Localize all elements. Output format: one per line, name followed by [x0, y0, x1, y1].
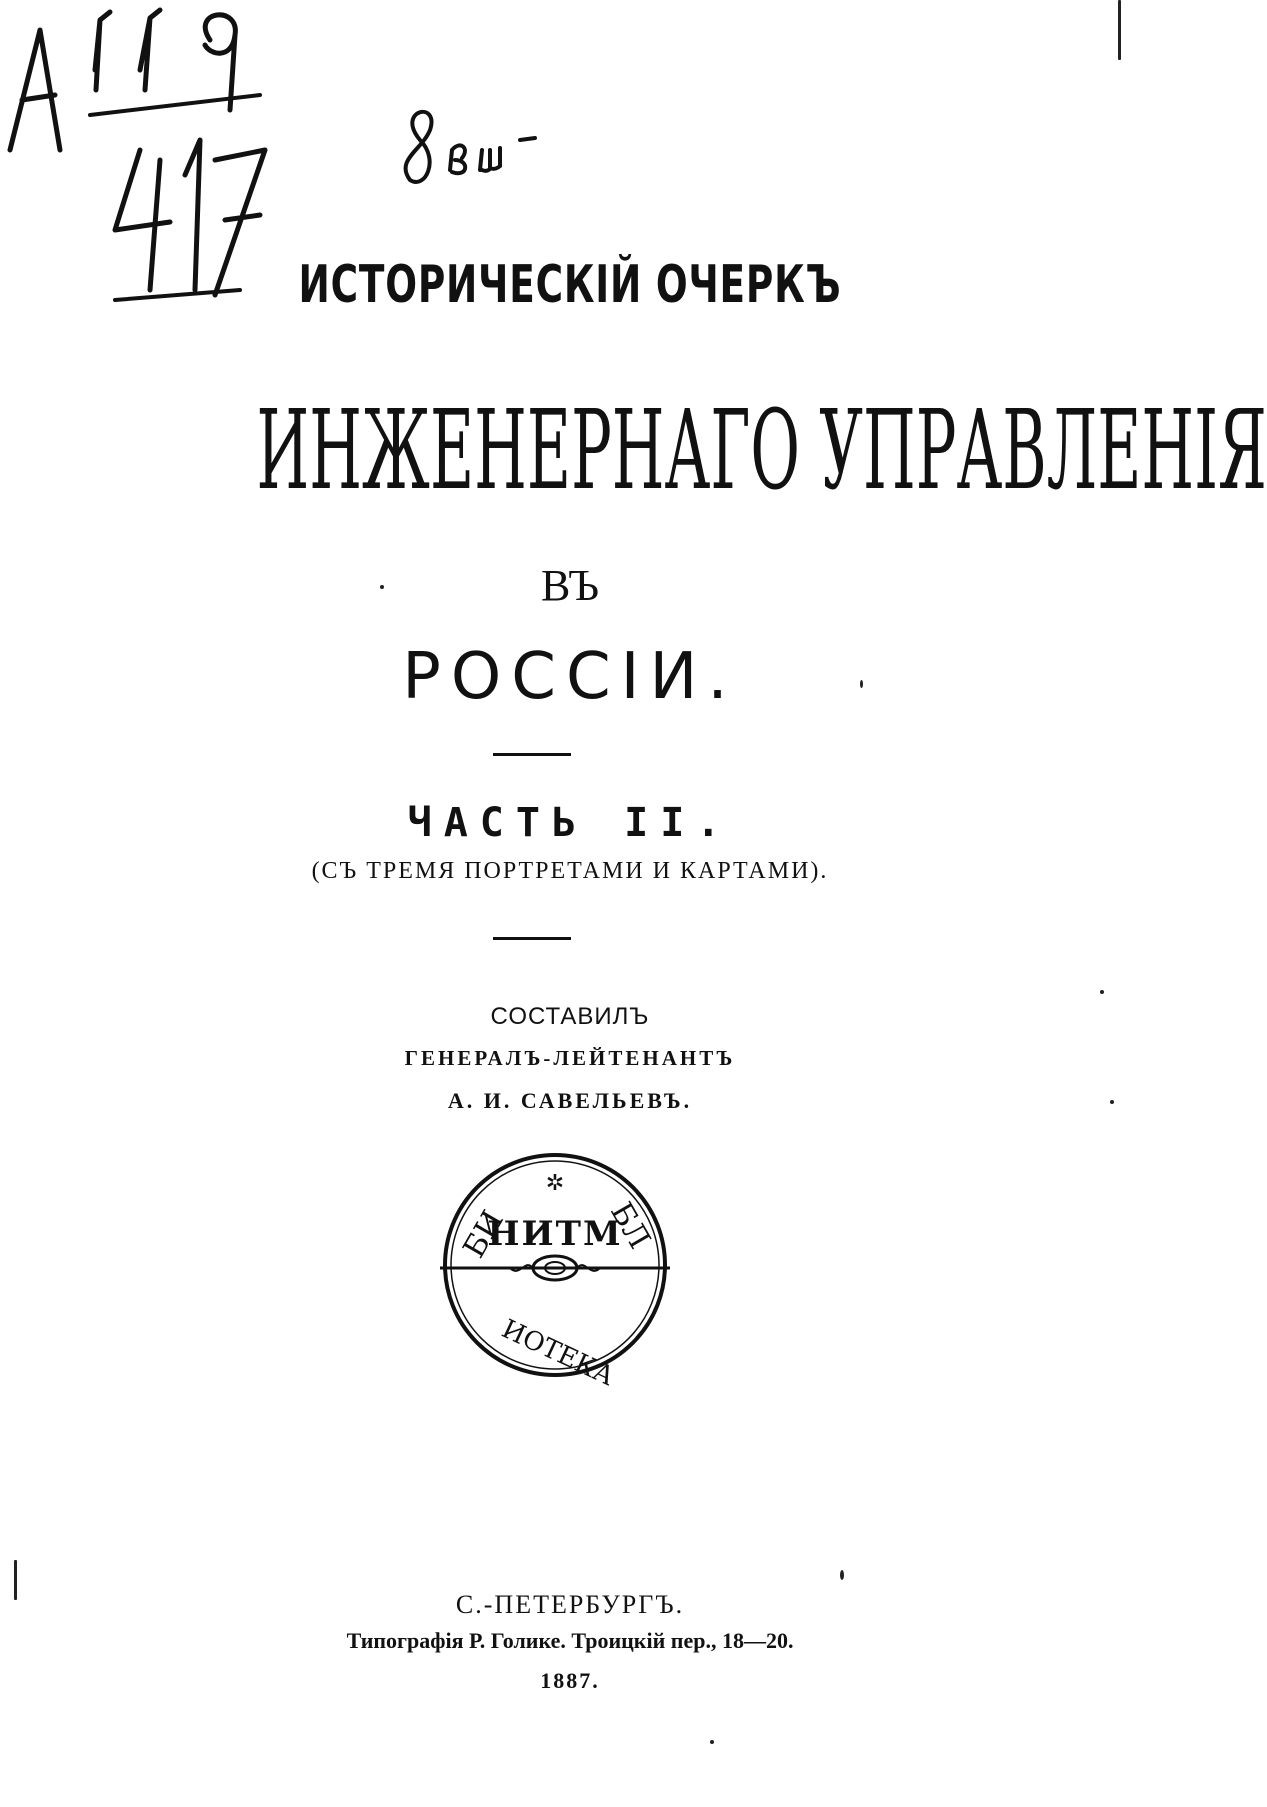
- scan-speck: [1100, 990, 1104, 994]
- scan-speck: [710, 1740, 714, 1744]
- title-line-1: ИСТОРИЧЕСКІЙ ОЧЕРКЪ: [298, 255, 842, 315]
- scan-speck: [14, 1560, 17, 1600]
- scan-speck: [860, 680, 863, 688]
- scan-speck: [380, 585, 384, 589]
- year: 1887.: [540, 1668, 600, 1693]
- title-line-3: ВЪ: [540, 561, 600, 610]
- scan-speck: [1110, 1100, 1114, 1104]
- title-line-2: ИНЖЕНЕРНАГО УПРАВЛЕНІЯ: [256, 386, 1267, 514]
- part-subtitle: (СЪ ТРЕМЯ ПОРТРЕТАМИ И КАРТАМИ).: [311, 858, 829, 884]
- compiled-label: СОСТАВИЛЪ: [490, 1003, 650, 1030]
- divider-rule-2: [493, 937, 571, 940]
- svg-text:БИ: БИ: [456, 1204, 512, 1264]
- divider-rule-1: [493, 753, 571, 756]
- author-name: А. И. САВЕЛЬЕВЪ.: [447, 1088, 693, 1113]
- svg-text:БЛ: БЛ: [603, 1196, 657, 1255]
- svg-text:ИОТЕКА: ИОТЕКА: [497, 1314, 619, 1393]
- author-rank: ГЕНЕРАЛЪ-ЛЕЙТЕНАНТЪ: [404, 1046, 736, 1070]
- svg-text:✲: ✲: [545, 1171, 565, 1196]
- scan-speck: [1118, 0, 1121, 60]
- printer: Типографія Р. Голике. Троицкій пер., 18—20.: [346, 1628, 794, 1653]
- part-number: ЧАСТЬ II.: [407, 800, 733, 846]
- library-stamp: [440, 1150, 670, 1393]
- city: С.-ПЕТЕРБУРГЪ.: [455, 1590, 685, 1619]
- scan-speck: [840, 1570, 844, 1580]
- title-line-4: РОССІИ.: [402, 640, 738, 714]
- svg-text:НИТМ: НИТМ: [487, 1214, 623, 1254]
